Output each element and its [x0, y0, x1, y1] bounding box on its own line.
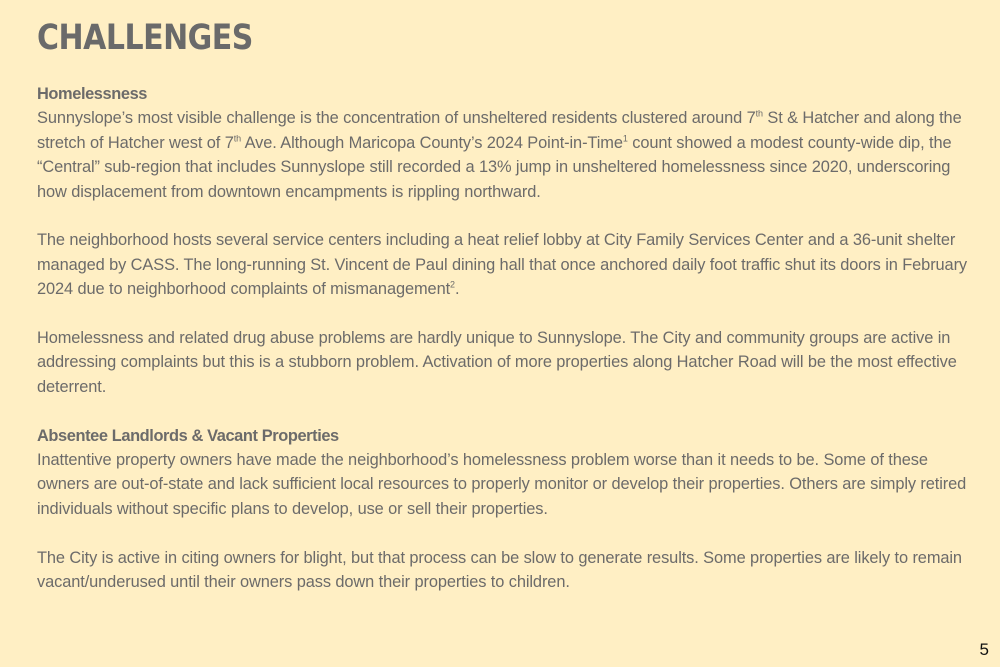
text-run: Sunnyslope’s most visible challenge is the concentration of unsheltered residents clustered around 7 — [37, 109, 756, 128]
text-run: Ave. Although Maricopa County’s 2024 Point-in-Time — [241, 133, 623, 152]
paragraph-landlords-1: Inattentive property owners have made the neighborhood’s homelessness problem worse than it needs to be. Some of these owners are out-of-state and lack sufficient local resources to properly monitor or develop their properties. Others are simply retired individuals without specific plans to develop, use or sell their properties. — [37, 451, 967, 518]
text-run: count showed a modest county-wide dip, the “Central” sub-region that includes Sunnyslope still recorded a 13% jump in unsheltered homelessness since 2020, underscoring how displacement from downtown encampments is rippling northward. — [37, 133, 952, 201]
superscript-th: th — [233, 133, 242, 144]
paragraph-homelessness-2 — [37, 228, 982, 301]
footnote-ref-2: 2 — [450, 279, 455, 290]
text-run: St & Hatcher and along the stretch of Hatcher west of 7 — [37, 109, 962, 152]
paragraph-landlords-2: The City is active in citing owners for blight, but that process can be slow to generate results. Some properties are likely to remain vacant/underused until their owners pass down their properties to children. — [37, 548, 962, 592]
text-run: The neighborhood hosts several service centers including a heat relief lobby at City Family Services Center and a 36-unit shelter managed by CASS. The long-running St. Vincent de Paul dining hall that once anchored daily foot traffic shut its doors in February 2024 due to neighborhood complaints of mismanagement — [37, 231, 968, 299]
section-heading-homelessness: Homelessness — [37, 85, 147, 103]
paragraph-homelessness-1 — [37, 106, 982, 204]
text-run: . — [454, 280, 460, 299]
superscript-th: th — [755, 108, 763, 119]
section-heading-absentee-landlords: Absentee Landlords & Vacant Properties — [37, 426, 339, 445]
page-content — [37, 82, 982, 619]
paragraph-homelessness-3: Homelessness and related drug abuse problems are hardly unique to Sunnyslope. The City and community groups are active in addressing complaints but this is a stubborn problem. Activation of more properties along Hatcher Road will be the most effective deterrent. — [37, 329, 957, 396]
page-number: 5 — [979, 640, 989, 659]
page-title: CHALLENGES — [37, 18, 253, 59]
footnote-ref-1: 1 — [622, 133, 628, 144]
